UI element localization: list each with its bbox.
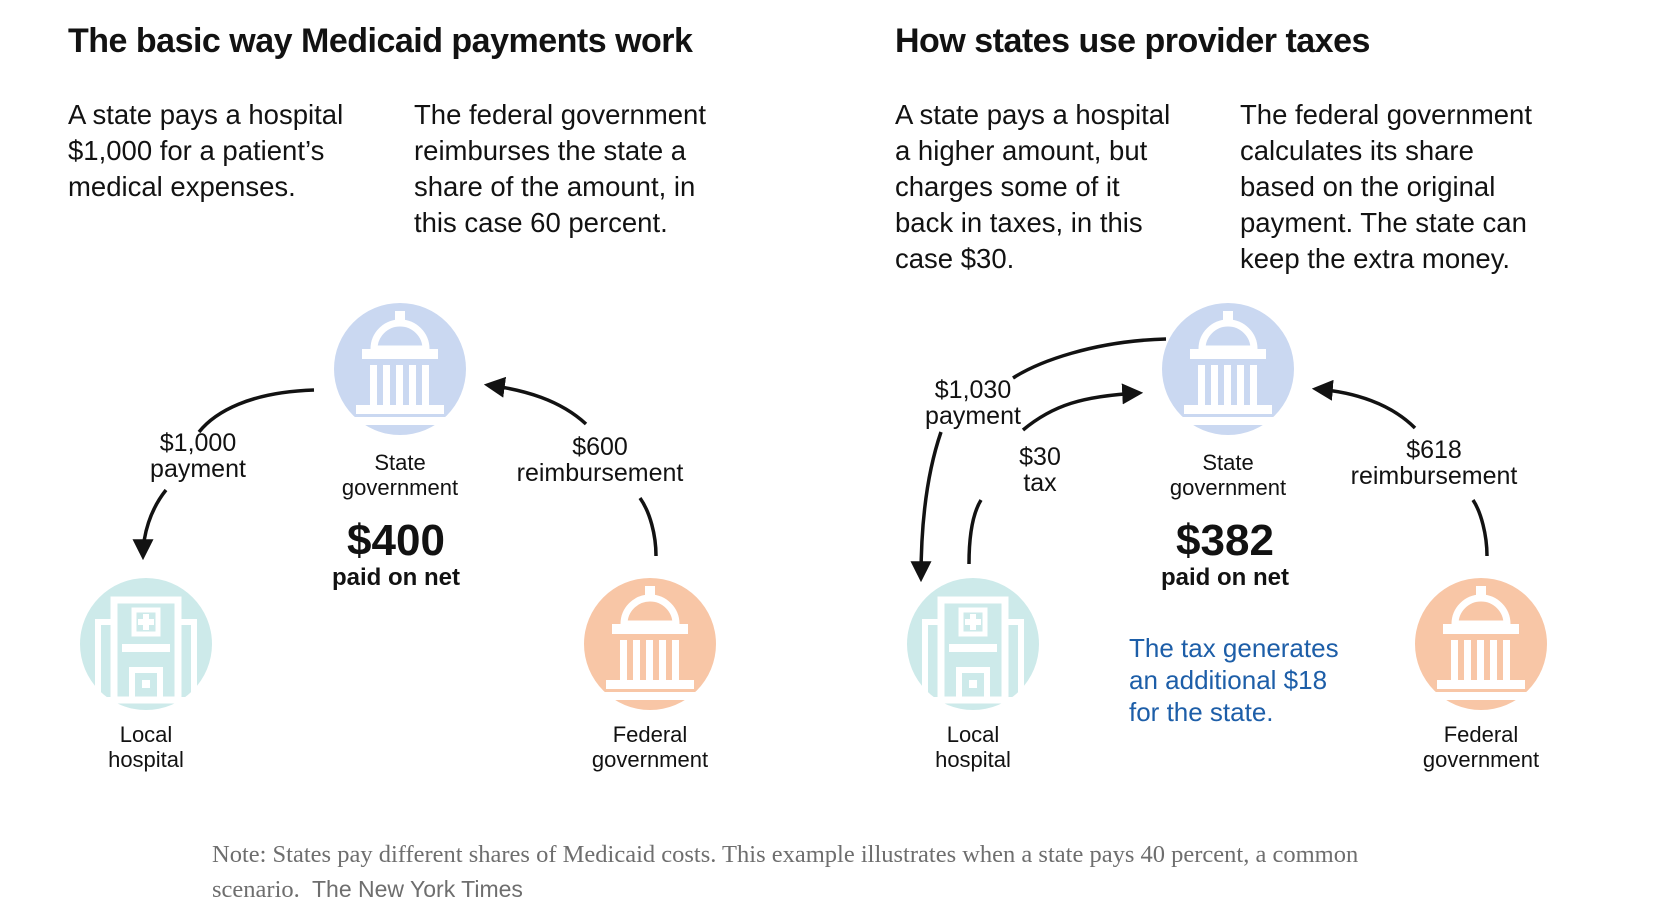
state-government-label: State government: [341, 450, 459, 500]
net-caption: paid on net: [1161, 564, 1289, 591]
federal-capitol-icon: [584, 578, 716, 710]
state-capitol-icon: [334, 303, 466, 435]
local-hospital-label: Local hospital: [108, 722, 184, 772]
federal-government-label: Federal government: [1422, 722, 1540, 772]
source-credit: The New York Times: [312, 876, 523, 902]
basic-description-state: A state pays a hospital $1,000 for a patient’s medical expenses.: [68, 99, 344, 202]
federal-government-label: Federal government: [591, 722, 709, 772]
hospital-icon: [80, 578, 212, 710]
state-government-label: State government: [1169, 450, 1287, 500]
state-capitol-icon: [1162, 303, 1294, 435]
basic-description-federal: The federal government reimburses the state a share of the amount, in this case 60 percent.: [414, 99, 706, 238]
net-amount: $400: [347, 516, 445, 565]
payment-label: $1,030 payment: [925, 376, 1021, 430]
basic-panel-title: The basic way Medicaid payments work: [68, 22, 693, 60]
basic-flow-diagram: [0, 0, 833, 800]
payment-label: $1,000 payment: [150, 429, 246, 483]
federal-capitol-icon: [1415, 578, 1547, 710]
footnote: [212, 838, 1392, 907]
provider-tax-description-federal: The federal government calculates its share based on the original payment. The state can keep the extra money.: [1240, 99, 1532, 274]
note-text: Note: States pay different shares of Medicaid costs. This example illustrates when a state pays 40 percent, a common scenario.: [212, 841, 1359, 903]
provider-tax-panel: [833, 0, 1666, 800]
net-caption: paid on net: [332, 564, 460, 591]
local-hospital-label: Local hospital: [935, 722, 1011, 772]
net-amount: $382: [1176, 516, 1274, 565]
provider-tax-panel-title: How states use provider taxes: [895, 22, 1370, 60]
tax-callout: The tax generates an additional $18 for the state.: [1129, 633, 1339, 727]
hospital-icon: [907, 578, 1039, 710]
tax-label: $30 tax: [1019, 443, 1061, 497]
basic-medicaid-panel: [0, 0, 833, 800]
provider-tax-description-state: A state pays a hospital a higher amount, but charges some of it back in taxes, in this case $30.: [895, 99, 1171, 274]
reimbursement-label: $618 reimbursement: [1350, 436, 1518, 490]
reimbursement-label: $600 reimbursement: [516, 433, 684, 487]
